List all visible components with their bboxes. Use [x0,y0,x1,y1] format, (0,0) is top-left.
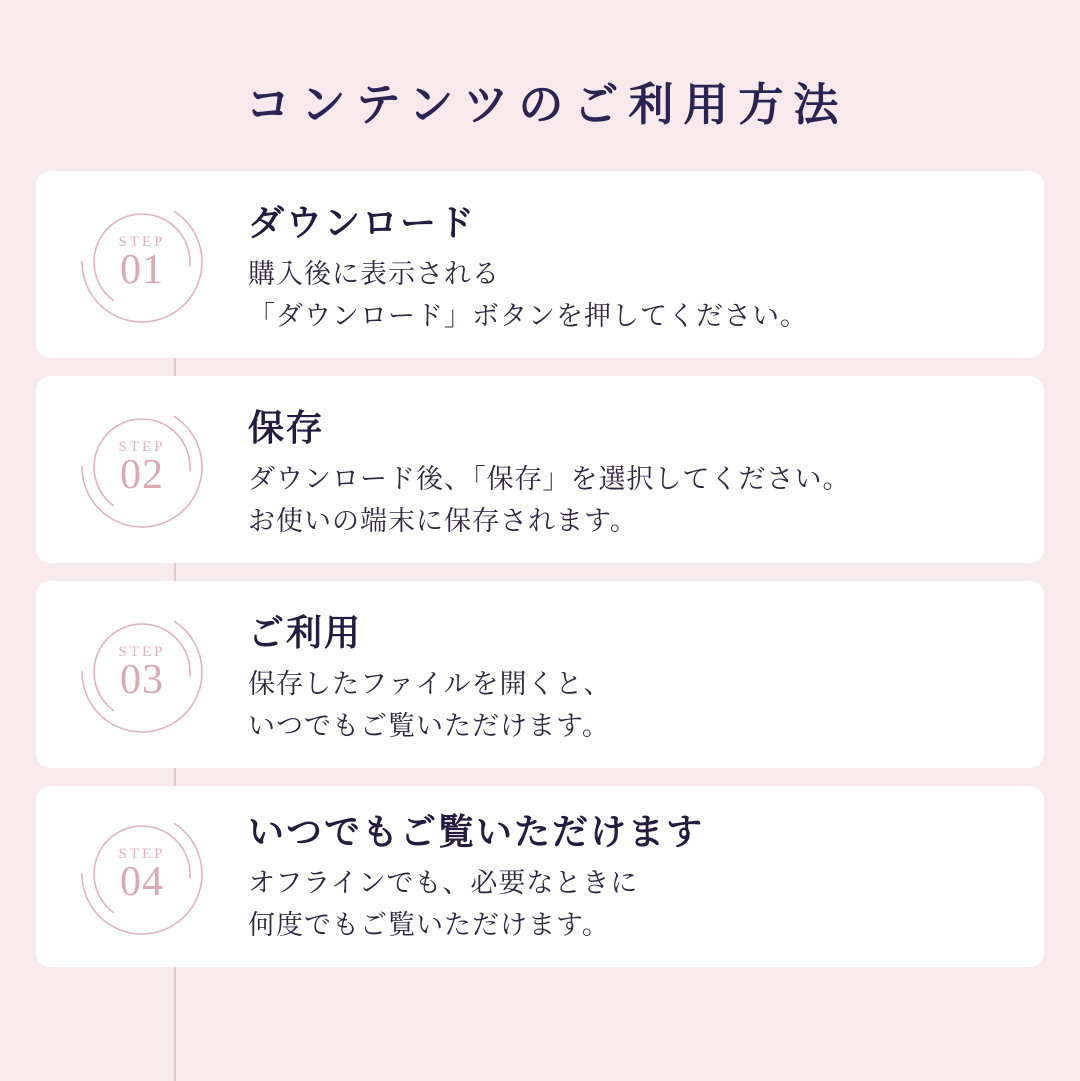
step-badge-wrap-02 [36,392,248,543]
step-body-line: オフラインでも、必要なときに [248,867,639,898]
step-badge-03 [78,608,206,736]
step-badge-01 [78,198,206,326]
step-content-04 [248,802,1018,947]
step-content-03 [248,597,1018,748]
step-body-line: 購入後に表示される [248,259,500,290]
step-number-04: 04 [120,858,164,905]
step-body-03 [248,664,1018,748]
step-body-line: 保存したファイルを開くと、 [248,668,612,699]
step-badge-04 [78,810,206,938]
step-card-03 [36,581,1044,768]
step-card-04 [36,786,1044,967]
step-content-02 [248,392,1018,543]
step-badge-wrap-03 [36,597,248,748]
step-word-02: STEP [118,438,166,455]
step-body-line: ダウンロード後、「保存」を選択してください。 [248,464,851,495]
step-body-line: 「ダウンロード」ボタンを押してください。 [248,301,808,332]
step-word-04: STEP [118,845,166,862]
page-title: コンテンツのご利用方法 [245,79,849,130]
step-content-01 [248,187,1018,338]
step-body-line: いつでもご覧いただけます。 [248,710,610,741]
step-card-02 [36,376,1044,563]
step-badge-wrap-04 [36,802,248,947]
step-body-02 [248,459,1018,543]
step-title-04: いつでもご覧いただけます [248,810,705,852]
step-title-03: ご利用 [248,611,363,653]
step-body-line: 何度でもご覧いただけます。 [248,909,610,940]
step-body-04 [248,863,1018,947]
step-word-03: STEP [118,643,166,660]
step-card-01 [36,171,1044,358]
step-body-01 [248,254,1018,338]
step-number-02: 02 [120,451,164,498]
step-body-line: お使いの端末に保存されます。 [248,505,638,536]
step-number-01: 01 [120,246,164,293]
step-title-01: ダウンロード [248,202,477,243]
step-title-02: 保存 [248,406,325,448]
step-badge-02 [78,403,206,531]
step-badge-wrap-01 [36,187,248,338]
steps-list [0,171,1080,967]
step-number-03: 03 [120,656,164,703]
step-word-01: STEP [118,233,166,250]
